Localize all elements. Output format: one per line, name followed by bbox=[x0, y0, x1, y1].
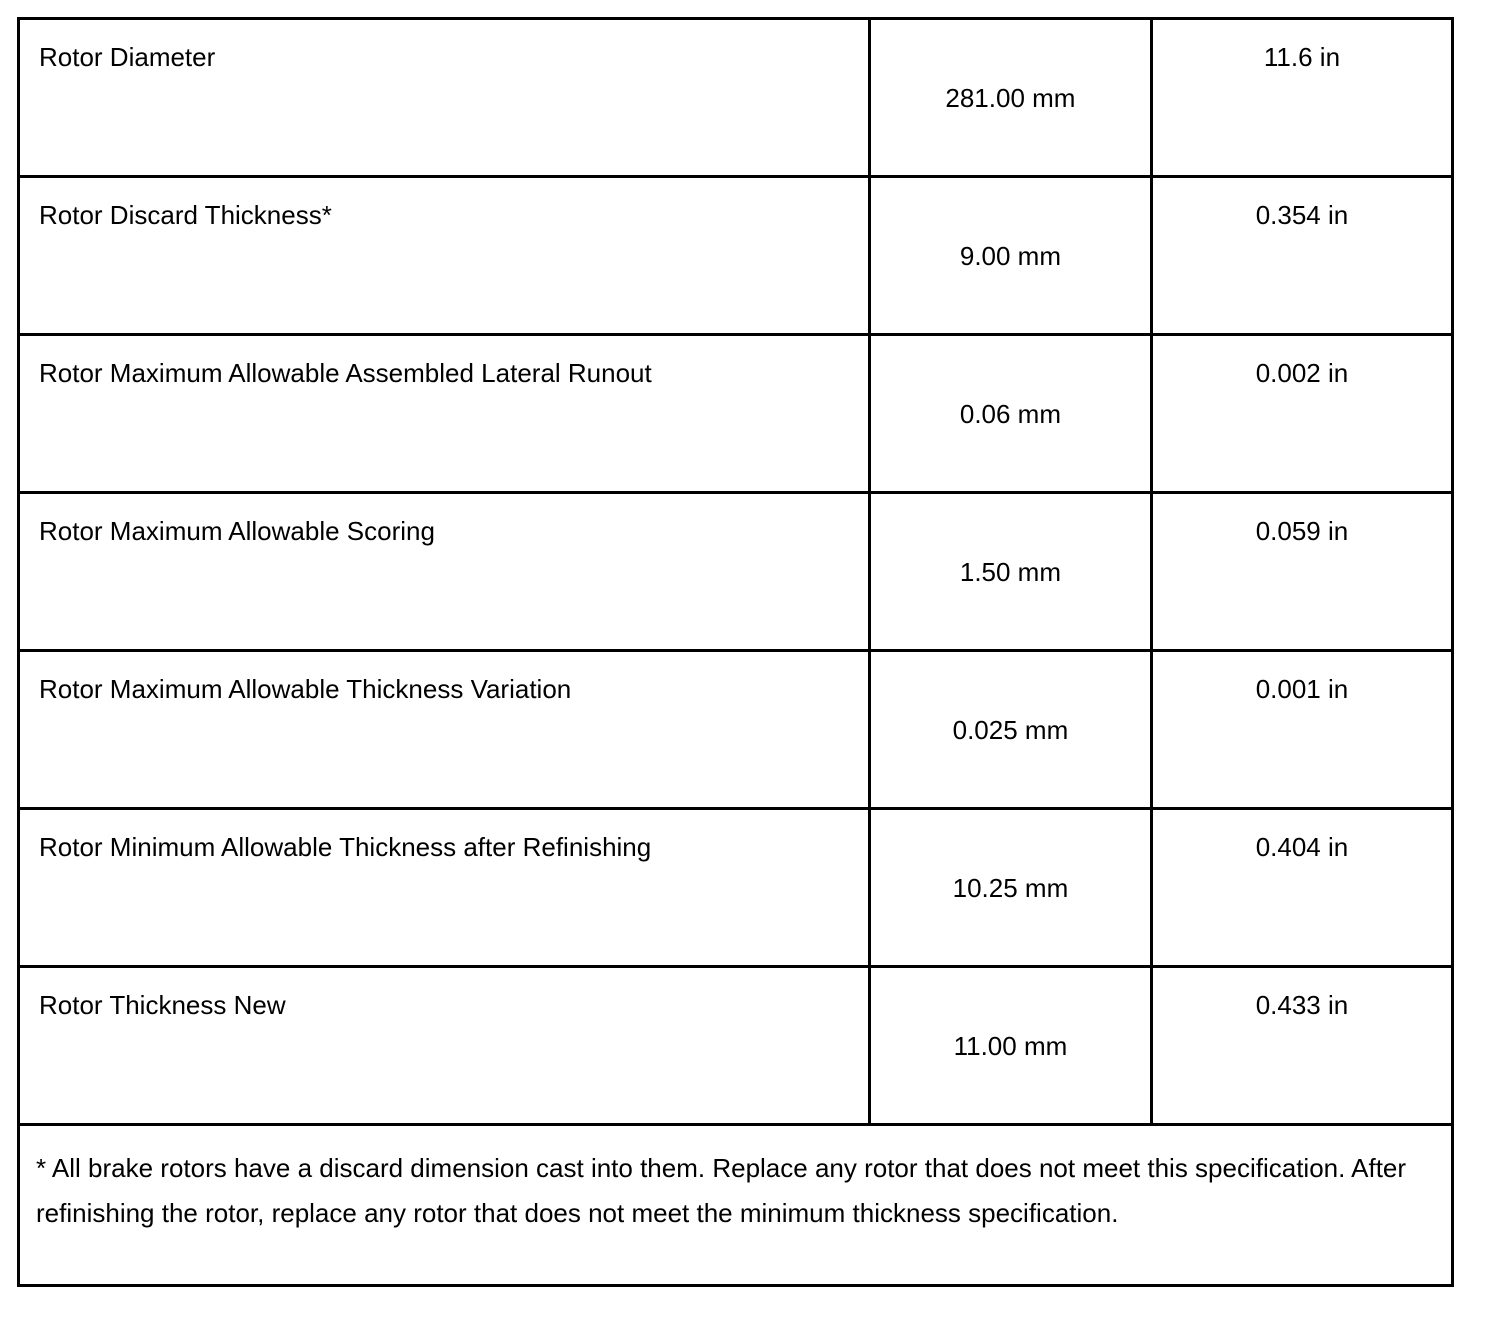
table-row bbox=[19, 177, 1453, 335]
imperial-value: 0.404 in bbox=[1255, 832, 1349, 862]
footnote-row bbox=[19, 1125, 1453, 1286]
spec-label-cell bbox=[19, 651, 870, 809]
imperial-value-cell bbox=[1151, 493, 1452, 651]
metric-value-cell bbox=[869, 335, 1151, 493]
metric-value-cell bbox=[869, 809, 1151, 967]
footnote-cell bbox=[19, 1125, 1453, 1286]
imperial-value-cell bbox=[1151, 19, 1452, 177]
spec-label-cell bbox=[19, 177, 870, 335]
metric-value: 9.00 mm bbox=[959, 241, 1062, 271]
spec-label: Rotor Minimum Allowable Thickness after Refinishing bbox=[39, 832, 652, 862]
imperial-value-cell bbox=[1151, 177, 1452, 335]
imperial-value: 0.002 in bbox=[1255, 358, 1349, 388]
spec-label: Rotor Maximum Allowable Scoring bbox=[39, 516, 435, 546]
spec-label: Rotor Diameter bbox=[39, 42, 216, 72]
footnote-text: * All brake rotors have a discard dimension cast into them. Replace any rotor that does not meet this specification. After refinishing the rotor, replace any rotor that does not meet the minimum thickness specification. bbox=[36, 1153, 1407, 1228]
metric-value: 1.50 mm bbox=[959, 557, 1062, 587]
metric-value-cell bbox=[869, 19, 1151, 177]
metric-value: 11.00 mm bbox=[953, 1031, 1068, 1061]
metric-value-cell bbox=[869, 493, 1151, 651]
spec-label: Rotor Maximum Allowable Thickness Variation bbox=[39, 674, 572, 704]
imperial-value: 0.433 in bbox=[1255, 990, 1349, 1020]
imperial-value-cell bbox=[1151, 651, 1452, 809]
table-row bbox=[19, 967, 1453, 1125]
imperial-value: 0.059 in bbox=[1255, 516, 1349, 546]
metric-value-cell bbox=[869, 651, 1151, 809]
imperial-value-cell bbox=[1151, 335, 1452, 493]
imperial-value-cell bbox=[1151, 967, 1452, 1125]
spec-label-cell bbox=[19, 335, 870, 493]
spec-label-cell bbox=[19, 967, 870, 1125]
table-row bbox=[19, 19, 1453, 177]
table-row bbox=[19, 651, 1453, 809]
metric-value: 0.06 mm bbox=[959, 399, 1062, 429]
spec-label: Rotor Discard Thickness* bbox=[39, 200, 332, 230]
spec-label-cell bbox=[19, 19, 870, 177]
metric-value-cell bbox=[869, 967, 1151, 1125]
metric-value-cell bbox=[869, 177, 1151, 335]
spec-label: Rotor Thickness New bbox=[39, 990, 286, 1020]
metric-value: 281.00 mm bbox=[945, 83, 1076, 113]
rotor-specifications-table bbox=[17, 17, 1454, 1287]
imperial-value-cell bbox=[1151, 809, 1452, 967]
spec-label-cell bbox=[19, 809, 870, 967]
table-row bbox=[19, 809, 1453, 967]
table-row bbox=[19, 493, 1453, 651]
table-row bbox=[19, 335, 1453, 493]
spec-label: Rotor Maximum Allowable Assembled Lateral Runout bbox=[39, 358, 652, 388]
metric-value: 0.025 mm bbox=[952, 715, 1069, 745]
imperial-value: 0.001 in bbox=[1255, 674, 1349, 704]
imperial-value: 0.354 in bbox=[1255, 200, 1349, 230]
imperial-value: 11.6 in bbox=[1263, 42, 1341, 72]
spec-label-cell bbox=[19, 493, 870, 651]
metric-value: 10.25 mm bbox=[952, 873, 1069, 903]
